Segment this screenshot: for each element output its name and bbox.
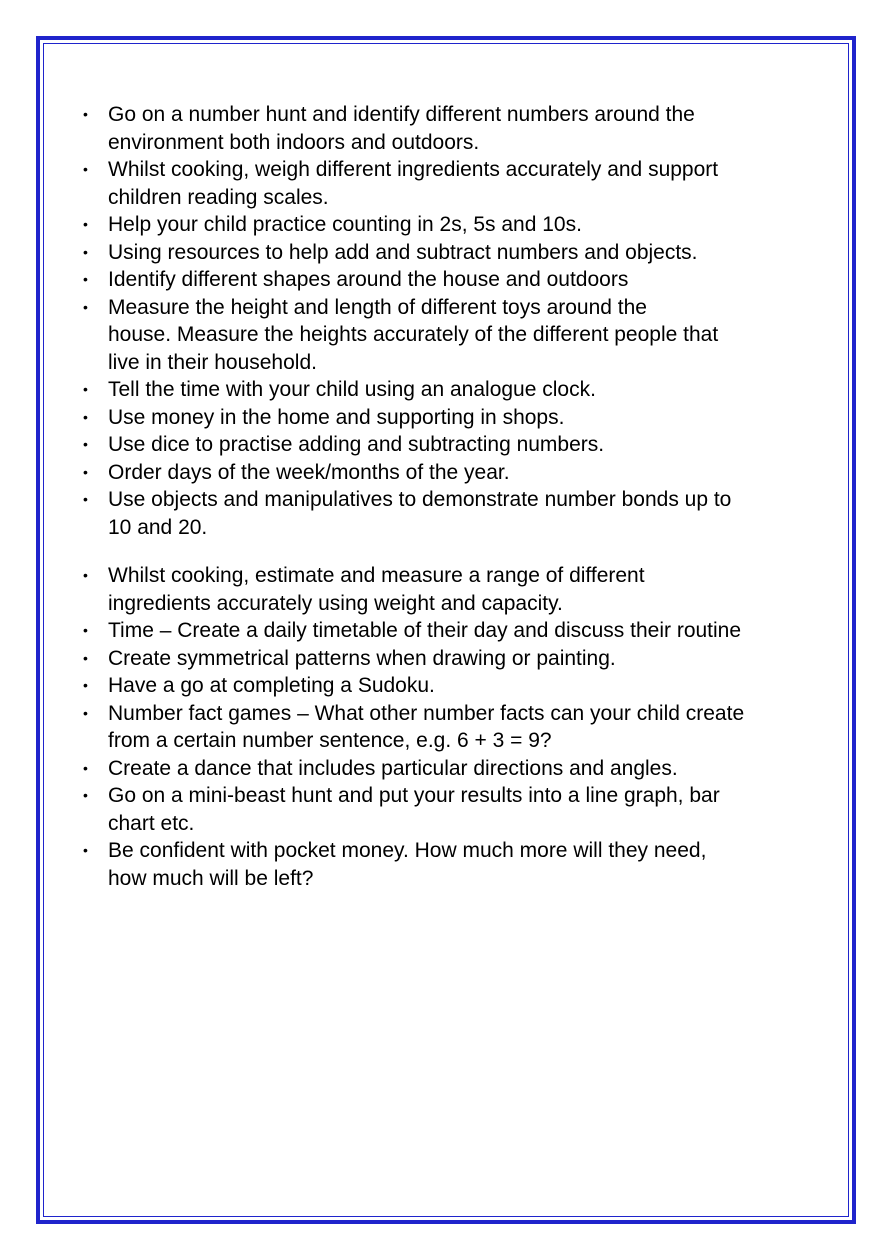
list-item-text: Go on a number hunt and identify different numbers around the environment both indoors and outdoors. <box>108 103 695 154</box>
bullet-icon: • <box>83 491 88 507</box>
list-item-text: Create a dance that includes particular directions and angles. <box>108 756 678 780</box>
list-item <box>76 782 846 837</box>
list-item <box>76 672 846 700</box>
list-item-text: Measure the height and length of different toys around the house. Measure the heights accurately of the different people that live in their household. <box>108 295 719 374</box>
bullet-icon: • <box>83 759 88 776</box>
bullet-icon: • <box>83 271 88 287</box>
list-item-text: Use objects and manipulatives to demonstrate number bonds up to 10 and 20. <box>108 488 732 539</box>
list-item <box>76 101 846 156</box>
bullet-icon: • <box>83 381 88 397</box>
list-item <box>76 645 846 673</box>
list-item <box>76 156 846 211</box>
list-item-text: Help your child practice counting in 2s, 5s and 10s. <box>108 213 582 236</box>
list-item-text: Go on a mini-beast hunt and put your results into a line graph, bar chart etc. <box>108 784 720 835</box>
bullet-icon: • <box>83 842 88 858</box>
list-item-text: Whilst cooking, estimate and measure a range of different ingredients accurately using weight and capacity. <box>108 564 645 615</box>
bullet-icon: • <box>83 436 88 452</box>
list-item <box>76 211 846 239</box>
list-item <box>76 404 846 432</box>
bullet-icon: • <box>83 787 88 803</box>
list-item <box>76 459 846 487</box>
list-item-text: Whilst cooking, weigh different ingredients accurately and support children reading scales. <box>108 158 719 209</box>
list-item <box>76 700 846 755</box>
activity-list-1 <box>76 101 846 541</box>
bullet-icon: • <box>83 243 88 260</box>
bullet-icon: • <box>83 106 88 122</box>
list-item <box>76 376 846 404</box>
list-item-text: Use money in the home and supporting in shops. <box>108 405 565 429</box>
bullet-icon: • <box>83 161 88 177</box>
list-item <box>76 239 846 267</box>
list-item <box>76 294 846 377</box>
bullet-icon: • <box>83 649 88 666</box>
document-body <box>76 101 846 892</box>
list-item <box>76 486 846 541</box>
bullet-icon: • <box>83 677 88 693</box>
list-item-text: Order days of the week/months of the year. <box>108 460 510 484</box>
list-item-text: Identify different shapes around the house and outdoors <box>108 268 629 291</box>
bullet-icon: • <box>83 567 88 583</box>
activity-list-2 <box>76 562 846 892</box>
list-item-text: Have a go at completing a Sudoku. <box>108 674 435 697</box>
list-item <box>76 755 846 783</box>
list-item-text: Create symmetrical patterns when drawing or painting. <box>108 646 616 670</box>
list-item <box>76 562 846 617</box>
list-item-text: Number fact games – What other number facts can your child create from a certain number sentence, e.g. 6 + 3 = 9? <box>108 701 745 752</box>
list-item <box>76 837 846 892</box>
list-item <box>76 266 846 294</box>
list-item-text: Using resources to help add and subtract numbers and objects. <box>108 240 698 264</box>
bullet-icon: • <box>83 216 88 232</box>
list-item-text: Time – Create a daily timetable of their day and discuss their routine <box>108 619 742 642</box>
list-item <box>76 431 846 459</box>
list-item-text: Tell the time with your child using an analogue clock. <box>108 378 596 401</box>
bullet-icon: • <box>83 298 88 315</box>
list-item <box>76 617 846 645</box>
bullet-icon: • <box>83 704 88 721</box>
list-item-text: Be confident with pocket money. How much more will they need, how much will be left? <box>108 839 707 890</box>
bullet-icon: • <box>83 408 88 425</box>
bullet-icon: • <box>83 622 88 638</box>
bullet-icon: • <box>83 463 88 480</box>
list-item-text: Use dice to practise adding and subtracting numbers. <box>108 433 605 456</box>
